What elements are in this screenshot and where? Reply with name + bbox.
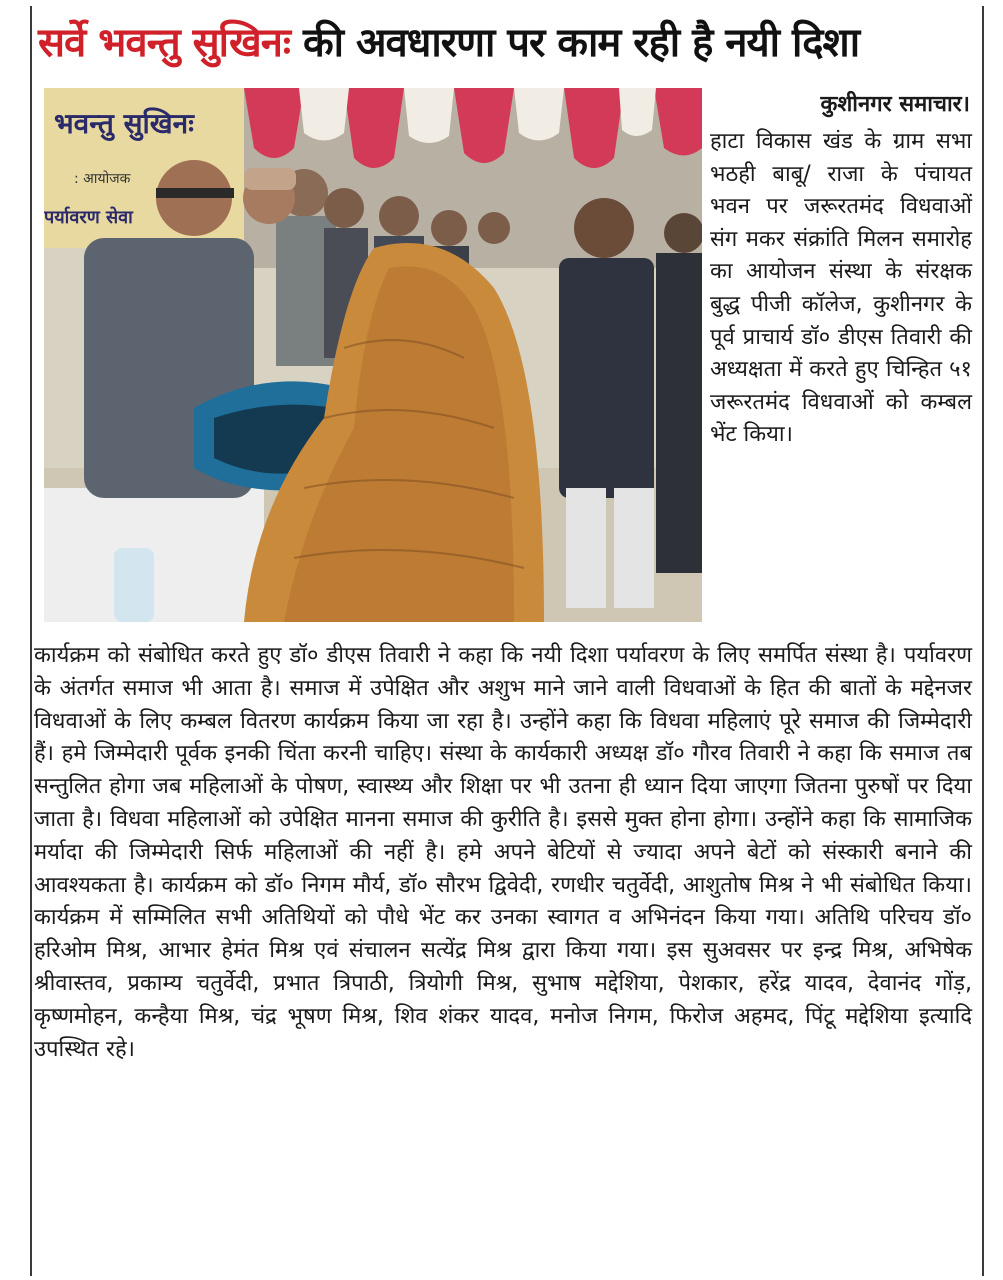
- banner-title: भवन्तु सुखिनः: [54, 107, 194, 140]
- headline: [38, 8, 968, 78]
- banner-organizer: : आयोजक: [74, 171, 131, 187]
- byline: कुशीनगर समाचार।: [820, 92, 970, 117]
- headline-rest: की अवधारणा पर काम रही है नयी दिशा: [290, 20, 860, 66]
- banner-org-name: पर्यावरण सेवा: [44, 207, 133, 228]
- photo-illustration: [44, 88, 702, 622]
- side-column-paragraph: हाटा विकास खंड के ग्राम सभा भठही बाबू/ राजा के पंचायत भवन पर जरूरतमंद विधवाओं संग मकर संक्रांति मिलन समारोह का आयोजन संस्था के संरक्षक बुद्ध पीजी कॉलेज, कुशीनगर के पूर्व प्राचार्य डॉ० डीएस तिवारी की अध्यक्षता में करते हुए चिन्हित ५१ जरूरतमंद विधवाओं को कम्बल भेंट किया।: [710, 129, 972, 448]
- body-paragraph: कार्यक्रम को संबोधित करते हुए डॉ० डीएस तिवारी ने कहा कि नयी दिशा पर्यावरण के लिए समर्पित संस्था है। पर्यावरण के अंतर्गत समाज भी आता है। समाज में उपेक्षित और अशुभ माने जाने वाली विधवाओं के हित की बातों के मद्देनजर विधवाओं के लिए कम्बल वितरण कार्यक्रम किया जा रहा है। उन्होंने कहा कि विधवा महिलाएं पूरे समाज की जिम्मेदारी हैं। हमे जिम्मेदारी पूर्वक इनकी चिंता करनी चाहिए। संस्था के कार्यकारी अध्यक्ष डॉ० गौरव तिवारी ने कहा कि समाज तब सन्तुलित होगा जब महिलाओं के पोषण, स्वास्थ्य और शिक्षा पर भी उतना ही ध्यान दिया जाएगा जितना पुरुषों पर दिया जाता है। विधवा महिलाओं को उपेक्षित मानना समाज की कुरीति है। इससे मुक्त होना होगा। उन्होंने कहा कि सामाजिक मर्यादा की जिम्मेदारी सिर्फ महिलाओं की नहीं है। हमे अपने बेटियों से ज्यादा अपने बेटों को संस्कारी बनाने की आवश्यकता है। कार्यक्रम को डॉ० निगम मौर्य, डॉ० सौरभ द्विवेदी, रणधीर चतुर्वेदी, आशुतोष मिश्र ने भी संबोधित किया। कार्यक्रम में सम्मिलित सभी अतिथियों को पौधे भेंट कर उनका स्वागत व अभिनंदन किया गया। अतिथि परिचय डॉ० हरिओम मिश्र, आभार हेमंत मिश्र एवं संचालन सत्येंद्र मिश्र द्वारा किया गया। इस सुअवसर पर इन्द्र मिश्र, अभिषेक श्रीवास्तव, प्रकाम्य चतुर्वेदी, प्रभात त्रिपाठी, त्रियोगी मिश्र, सुभाष मद्देशिया, पेशकार, हरेंद्र यादव, देवानंद गोंड़, कृष्णमोहन, कन्हैया मिश्र, चंद्र भूषण मिश्र, शिव शंकर यादव, मनोज निगम, फिरोज अहमद, पिंटू मद्देशिया इत्यादि उपस्थित रहे।: [34, 643, 972, 1062]
- headline-highlight: सर्वे भवन्तु सुखिनः: [38, 20, 291, 66]
- news-photo: [44, 88, 702, 622]
